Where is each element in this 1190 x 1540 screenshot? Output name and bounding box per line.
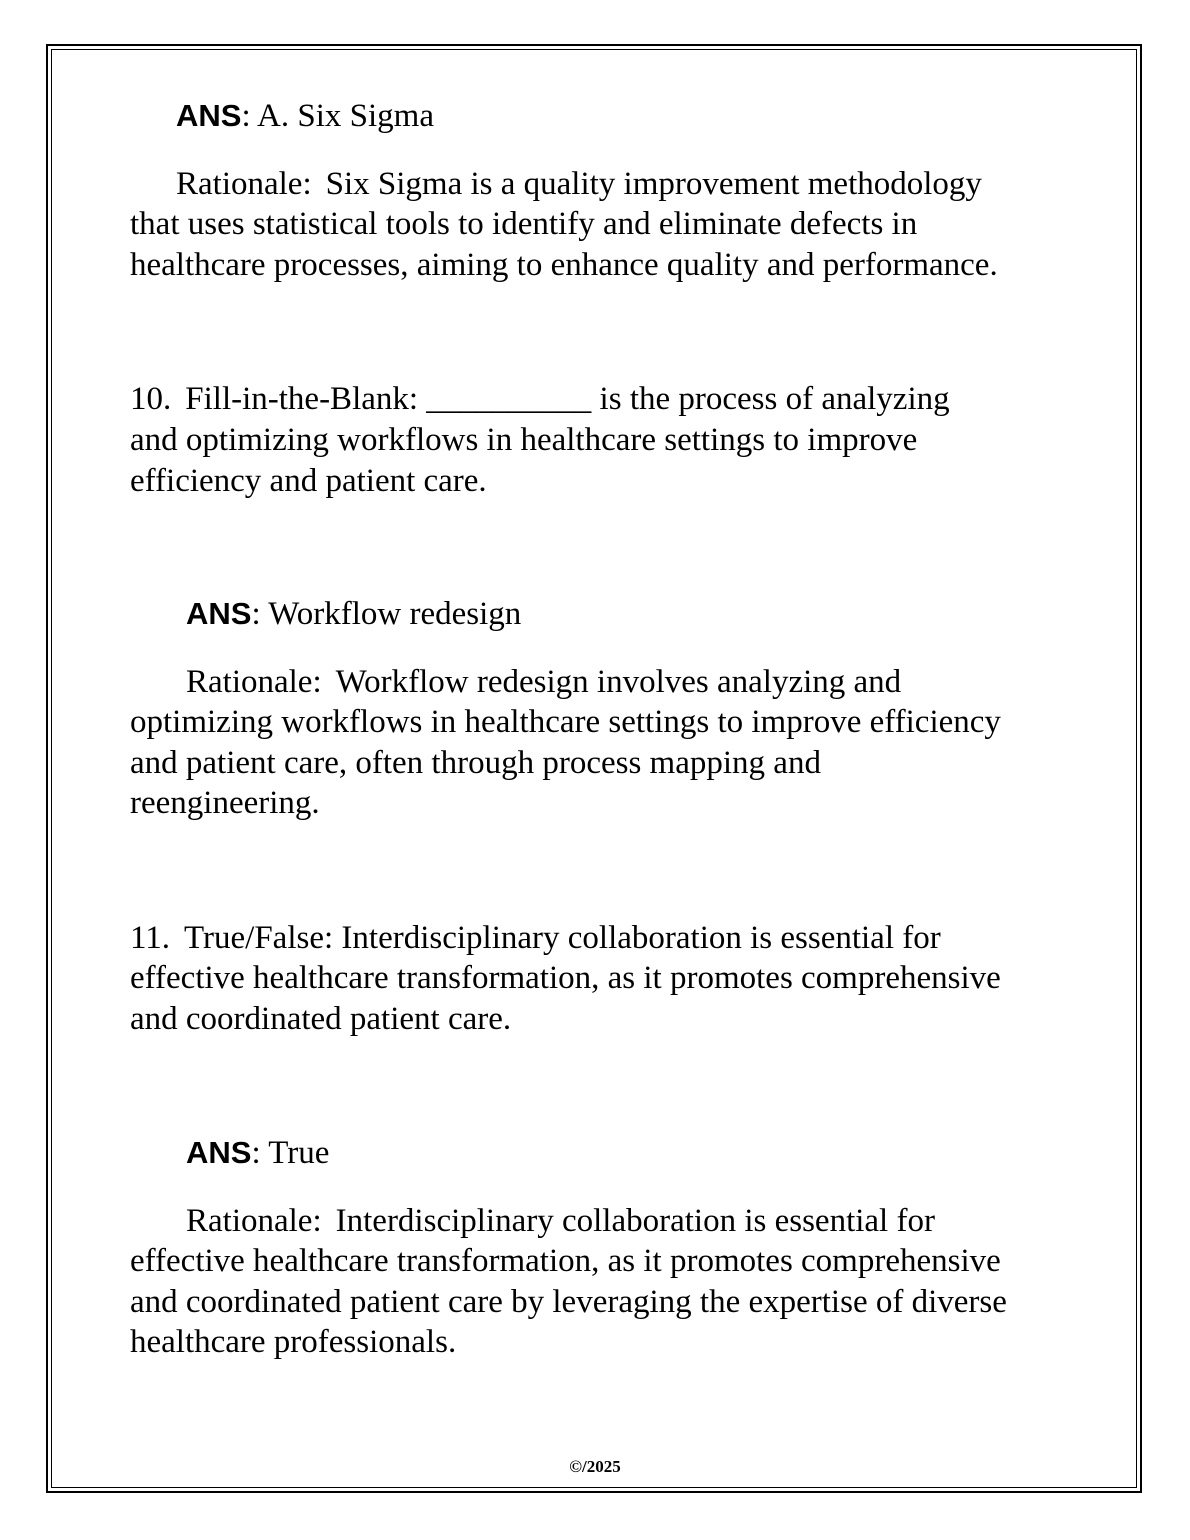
question-number: 11. [130,920,171,956]
question-10-line-1 [130,379,950,419]
answer-separator: : [251,1135,261,1171]
rationale-11-line-1 [186,1201,935,1241]
answer-9 [176,96,434,136]
answer-text: Workflow redesign [260,596,522,632]
rationale-label: Rationale: [186,664,322,700]
rationale-9-line-3: healthcare processes, aiming to enhance quality and performance. [130,247,998,283]
answer-10 [186,594,521,634]
answer-label: ANS [186,596,252,631]
answer-label: ANS [186,1135,252,1170]
rationale-label: Rationale: [186,1203,322,1239]
rationale-text: Interdisciplinary collaboration is essential for [335,1203,935,1239]
answer-text: A. Six Sigma [250,98,434,134]
answer-label: ANS [176,98,242,133]
rationale-11-line-4: healthcare professionals. [130,1324,457,1360]
rationale-9-line-1 [176,164,982,204]
question-text: True/False: Interdisciplinary collaboration is essential for [184,920,941,956]
question-11-line-3: and coordinated patient care. [130,1001,512,1037]
rationale-label: Rationale: [176,166,312,202]
rationale-9-line-2: that uses statistical tools to identify and eliminate defects in [130,206,918,242]
answer-separator: : [251,596,261,632]
question-text: Fill-in-the-Blank: __________ is the process of analyzing [185,381,950,417]
copyright-footer: ©/2025 [569,1457,621,1476]
rationale-10-line-2: optimizing workflows in healthcare settings to improve efficiency [130,704,1001,740]
rationale-10-line-3: and patient care, often through process mapping and [130,745,821,781]
answer-11 [186,1133,329,1173]
answer-text: True [260,1135,330,1171]
rationale-text: Workflow redesign involves analyzing and [335,664,902,700]
rationale-11-line-3: and coordinated patient care by leveraging the expertise of diverse [130,1284,1007,1320]
rationale-text: Six Sigma is a quality improvement methodology [325,166,982,202]
question-11-line-1 [130,918,941,958]
rationale-10-line-4: reengineering. [130,785,320,821]
question-number: 10. [130,381,172,417]
question-11-line-2: effective healthcare transformation, as it promotes comprehensive [130,960,1001,996]
question-10-line-2: and optimizing workflows in healthcare settings to improve [130,422,918,458]
answer-separator: : [241,98,251,134]
rationale-10-line-1 [186,662,901,702]
question-10-line-3: efficiency and patient care. [130,463,487,499]
rationale-11-line-2: effective healthcare transformation, as it promotes comprehensive [130,1243,1001,1279]
